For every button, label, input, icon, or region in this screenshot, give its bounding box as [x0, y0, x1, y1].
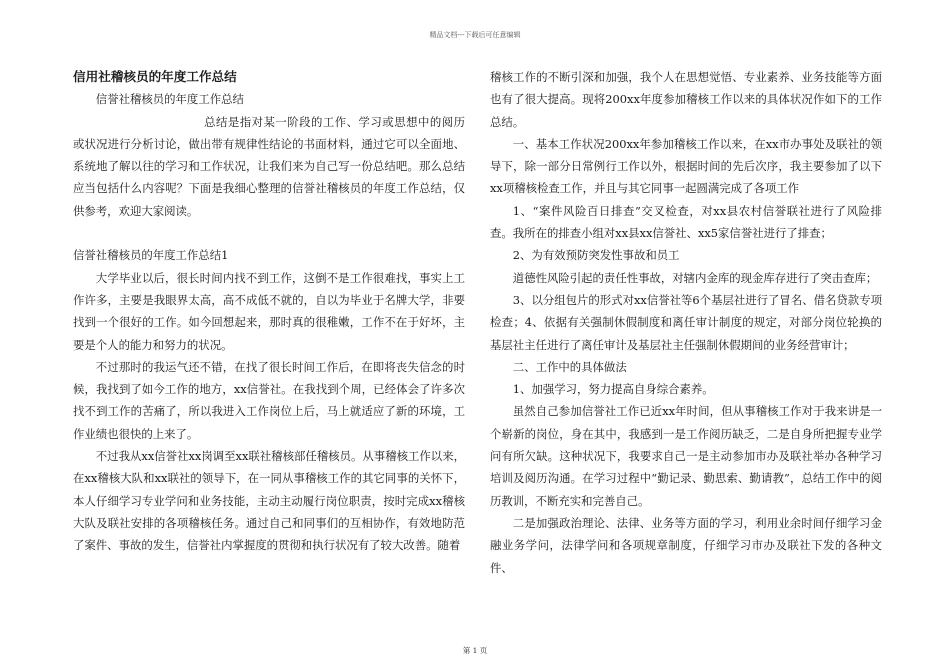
intro-paragraph: 总结是指对某一阶段的工作、学习或思想中的阅历或状况进行分析讨论，做出带有规律性结论的书面材料，通过它可以全面地、系统地了解以往的学习和工作状况，让我们来为自己写一份总结吧。那么总结应当包括什么内容呢？下面是我细心整理的信誉社稽核员的年度工作总结，仅供参考，欢迎大家阅读。	[73, 114, 465, 218]
paragraph: 1、“案件风险百日排查”交叉检查，对xx县农村信誉联社进行了风险排查。我所在的排查小组对xx县xx信誉社、xx5家信誉社进行了排查；	[490, 203, 882, 241]
paragraph: 一、基本工作状况200xx年参加稽核工作以来，在xx市办事处及联社的领导下，除一部分日常例行工作以外，根据时间的先后次序，我主要参加了以下xx项稽核检查工作，并且与其它同事一起圆满完成了各项工作	[490, 136, 882, 196]
paragraph: 稽核工作的不断引深和加强，我个人在思想觉悟、专业素养、业务技能等方面也有了很大提高。现将200xx年度参加稽核工作以来的具体状况作如下的工作总结。	[490, 70, 882, 129]
blank-line	[73, 222, 465, 244]
page-header: 精品文档---下载后可任意编辑	[429, 31, 521, 39]
document-title: 信用社稽核员的年度工作总结	[73, 69, 237, 84]
paragraph: 3、以分组包片的形式对xx信誉社等6个基层社进行了冒名、借名贷款专项检查；4、依据有关强制休假制度和离任审计制度的规定，对部分岗位轮换的基层社主任进行了离任审计及基层社主任强制休假期间的业务经营审计；	[490, 292, 882, 352]
paragraph: 虽然自己参加信誉社工作已近xx年时间，但从事稽核工作对于我来讲是一个崭新的岗位，身在其中，我感到一是工作阅历缺乏，二是自身所把握专业学问有所欠缺。这种状况下，我要求自己一是主动参加市办及联社举办各种学习培训及阅历沟通。在学习过程中“勤记录、勤思索、勤请教”，总结工作中的阅历教训，不断充实和完善自己。	[490, 404, 882, 508]
paragraph: 不过那时的我运气还不错，在找了很长时间工作后，在即将丧失信念的时候，我找到了如今工作的地方，xx信誉社。在我找到个周，已经体会了许多次找不到工作的苦痛了，所以我进入工作岗位上后，马上就适应了新的环境，工作业绩也很快的上来了。	[73, 359, 465, 441]
paragraph: 道德性风险引起的责任性事故，对辖内金库的现金库存进行了突击查库；	[512, 270, 878, 285]
paragraph: 2、为有效预防突发性事故和员工	[512, 248, 680, 263]
section-title: 信誉社稽核员的年度工作总结1	[73, 248, 229, 263]
page-number: 第 1 页	[462, 646, 488, 655]
paragraph: 二是加强政治理论、法律、业务等方面的学习，利用业余时间仔细学习金融业务学问，法律学问和各项规章制度，仔细学习市办及联社下发的各种文件、	[490, 515, 882, 575]
paragraph: 大学毕业以后，很长时间内找不到工作，这倒不是工作很难找，事实上工作许多，主要是我眼界太高，高不成低不就的，自以为毕业于名牌大学，非要找到一个很好的工作。如今回想起来，那时真的很稚嫩，工作不在于好坏，主要是个人的能力和努力的状况。	[73, 270, 465, 352]
paragraph: 二、工作中的具体做法	[512, 359, 627, 374]
paragraph: 不过我从xx信誉社xx岗调至xx联社稽核部任稽核员。从事稽核工作以来，在xx稽核大队和xx联社的领导下，在一同从事稽核工作的其它同事的关怀下，本人仔细学习专业学问和业务技能，主动主动履行岗位职责，按时完成xx稽核大队及联社安排的各项稽核任务。通过自己和同事们的互相协作，有效地防范了案件、事故的发生，信誉社内掌握度的贯彻和执行状况有了较大改善。随着	[73, 449, 465, 553]
paragraph: 1、加强学习，努力提高自身综合素养。	[512, 382, 714, 397]
document-subtitle: 信誉社稽核员的年度工作总结	[95, 92, 244, 107]
left-column	[73, 66, 465, 638]
right-column	[490, 66, 882, 638]
